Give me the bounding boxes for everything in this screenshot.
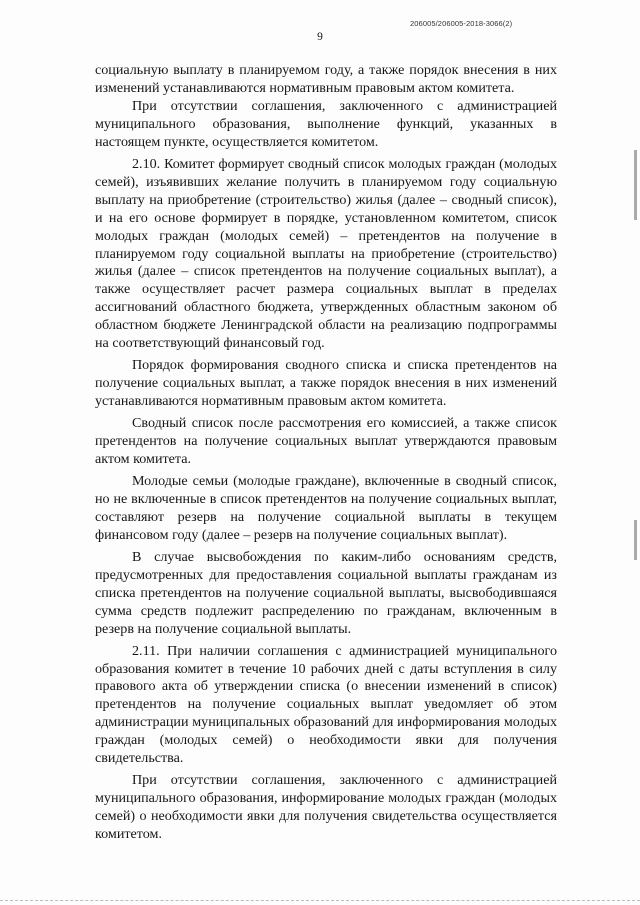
scan-mark [634, 150, 637, 220]
paragraph: При отсутствии соглашения, заключенного с администрацией муниципального образования, выполнение функций, указанных в настоящем пункте, осуществляется комитетом. [95, 97, 557, 150]
paragraph: Сводный список после рассмотрения его комиссией, а также список претендентов на получение социальных выплат утверждаются правовым актом комитета. [95, 415, 557, 468]
scan-mark [634, 520, 637, 560]
paragraph-continuation: социальную выплату в планируемом году, а также порядок внесения в них изменений устанавливаются нормативным правовым актом комитета. [95, 62, 557, 96]
document-body [95, 62, 557, 844]
scan-edge-marks [628, 0, 640, 905]
paragraph-section-2-11: 2.11. При наличии соглашения с администрацией муниципального образования комитет в течение 10 рабочих дней с даты вступления в силу правового акта об утверждении списка (о внесении изменений в список) претендентов на получение социальных выплат уведомляет об этом администрации муниципальных образований для информирования молодых граждан (молодых семей) о необходимости явки для получения свидетельства. [95, 642, 557, 767]
paragraph: Порядок формирования сводного списка и списка претендентов на получение социальных выплат, а также порядок внесения в них изменений устанавливаются нормативным правовым актом комитета. [95, 357, 557, 410]
page-number: 9 [317, 31, 323, 43]
paragraph-section-2-10: 2.10. Комитет формирует сводный список молодых граждан (молодых семей), изъявивших желание получить в планируемом году социальную выплату на приобретение (строительство) жилья (далее – сводный список), и на его основе формирует в порядке, установленном комитетом, список молодых граждан (молодых семей) – претендентов на получение в планируемом году социальной выплаты на приобретение (строительство) жилья (далее – список претендентов на получение социальных выплат), а также осуществляет расчет размера социальных выплат в пределах ассигнований областного бюджета, утвержденных областным законом об областном бюджете Ленинградской области на реализацию подпрограммы на соответствующий финансовый год. [95, 155, 557, 352]
paragraph: Молодые семьи (молодые граждане), включенные в сводный список, но не включенные в список претендентов на получение социальных выплат, составляют резерв на получение социальной выплаты в текущем финансовом году (далее – резерв на получение социальных выплат). [95, 472, 557, 543]
paragraph: При отсутствии соглашения, заключенного с администрацией муниципального образования, информирование молодых граждан (молодых семей) о необходимости явки для получения свидетельства осуществляется комитетом. [95, 772, 557, 843]
paragraph: В случае высвобождения по каким-либо основаниям средств, предусмотренных для предоставления социальной выплаты гражданам из списка претендентов на получение социальной выплаты, высвободившаяся сумма средств подлежит распределению по гражданам, включенным в резерв на получение социальной выплаты. [95, 548, 557, 637]
scan-bottom-edge [0, 900, 640, 903]
document-id: 206005/206005-2018-3066(2) [410, 19, 513, 28]
